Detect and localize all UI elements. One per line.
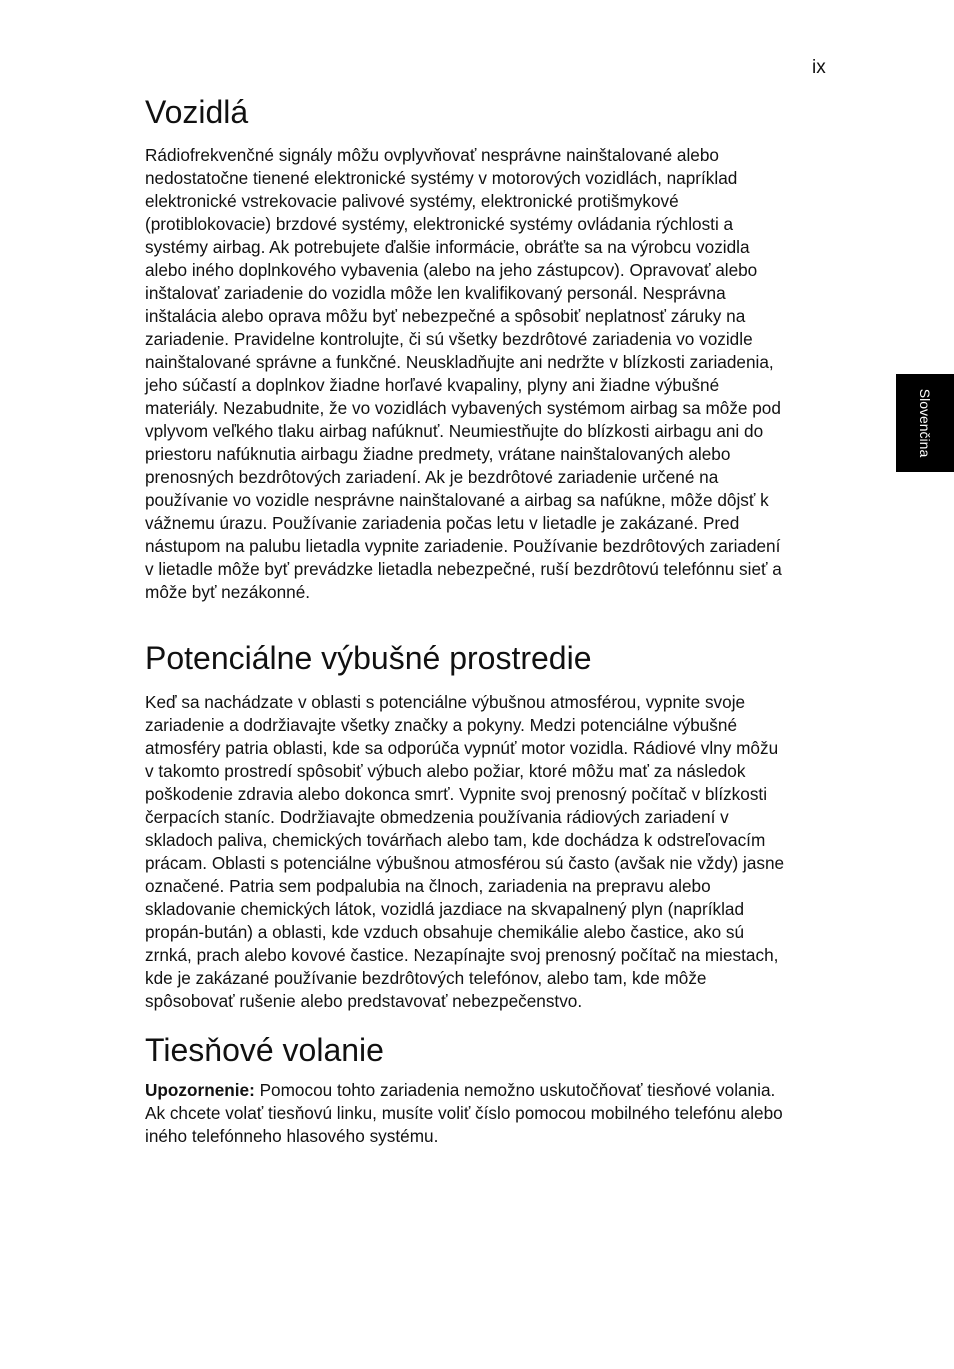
section-title-vozidla: Vozidlá: [145, 94, 249, 130]
warning-text: Pomocou tohto zariadenia nemožno uskutočňovať tiesňové volania. Ak chcete volať tiesňovú linku, musíte voliť číslo pomocou mobilného telefónu alebo iného telefónneho hlasového systému.: [145, 1080, 783, 1146]
warning-label: Upozornenie:: [145, 1080, 255, 1100]
page-content: [145, 92, 835, 1148]
language-tab-label: Slovenčina: [917, 388, 933, 458]
page-number: ix: [812, 57, 826, 78]
section-title-explosive-environment: Potenciálne výbušné prostredie: [145, 640, 592, 676]
section-body-vozidla: Rádiofrekvenčné signály môžu ovplyvňovať nesprávne nainštalované alebo nedostatočne tienené elektronické systémy v motorových vozidlách, napríklad elektronické vstrekovacie palivové systémy, elektronické protišmykové (protiblokovacie) brzdové systémy, elektronické systémy ovládania rýchlosti a systémy airbag. Ak potrebujete ďalšie informácie, obráťte sa na výrobcu vozidla alebo iného doplnkového vybavenia (alebo na jeho zástupcov). Opravovať alebo inštalovať zariadenie do vozidla môže len kvalifikovaný personál. Nesprávna inštalácia alebo oprava môžu byť nebezpečné a spôsobiť neplatnosť záruky na zariadenie. Pravidelne kontrolujte, či sú všetky bezdrôtové zariadenia vo vozidle nainštalované správne a funkčné. Neuskladňujte ani nedržte v blízkosti zariadenia, jeho súčastí a doplnkov žiadne horľavé kvapaliny, plyny ani žiadne výbušné materiály. Nezabudnite, že vo vozidlách vybavených systémom airbag sa môže pod vplyvom veľkého tlaku airbag nafúknuť. Neumiestňujte do blízkosti airbagu ani do priestoru nafúknutia airbagu žiadne predmety, vrátane nainštalovaných alebo prenosných bezdrôtových zariadení. Ak je bezdrôtové zariadenie určené na používanie vo vozidle nesprávne nainštalované a airbag sa nafúkne, môže dôjsť k vážnemu úrazu. Používanie zariadenia počas letu v lietadle je zakázané. Pred nástupom na palubu lietadla vypnite zariadenie. Používanie bezdrôtových zariadení v lietadle môže byť prevádzke lietadla nebezpečné, ruší bezdrôtovú telefónnu sieť a môže byť nezákonné.: [145, 145, 782, 602]
section-title-emergency-call: Tiesňové volanie: [145, 1032, 384, 1068]
language-tab: [896, 374, 954, 472]
section-body-explosive-environment: Keď sa nachádzate v oblasti s potenciálne výbušnou atmosférou, vypnite svoje zariadenie a dodržiavajte všetky značky a pokyny. Medzi potenciálne výbušné atmosféry patria oblasti, kde sa odporúča vypnúť motor vozidla. Rádiové vlny môžu v takomto prostredí spôsobiť výbuch alebo požiar, ktoré môžu mať za následok poškodenie zdravia alebo dokonca smrť. Vypnite svoj prenosný počítač v blízkosti čerpacích staníc. Dodržiavajte obmedzenia používania rádiových zariadení v skladoch paliva, chemických továrňach alebo tam, kde dochádza k odstreľovacím prácam. Oblasti s potenciálne výbušnou atmosférou sú často (avšak nie vždy) jasne označené. Patria sem podpalubia na člnoch, zariadenia na prepravu alebo skladovanie chemických látok, vozidlá jazdiace na skvapalnený plyn (napríklad propán-bután) a oblasti, kde vzduch obsahuje chemikálie alebo častice, ako sú zrnká, prach alebo kovové častice. Nezapínajte svoj prenosný počítač na miestach, kde je zakázané používanie bezdrôtových telefónov, alebo tam, kde môže spôsobovať rušenie alebo predstavovať nebezpečenstvo.: [145, 692, 785, 1011]
section-body-emergency-call: [145, 1079, 835, 1148]
